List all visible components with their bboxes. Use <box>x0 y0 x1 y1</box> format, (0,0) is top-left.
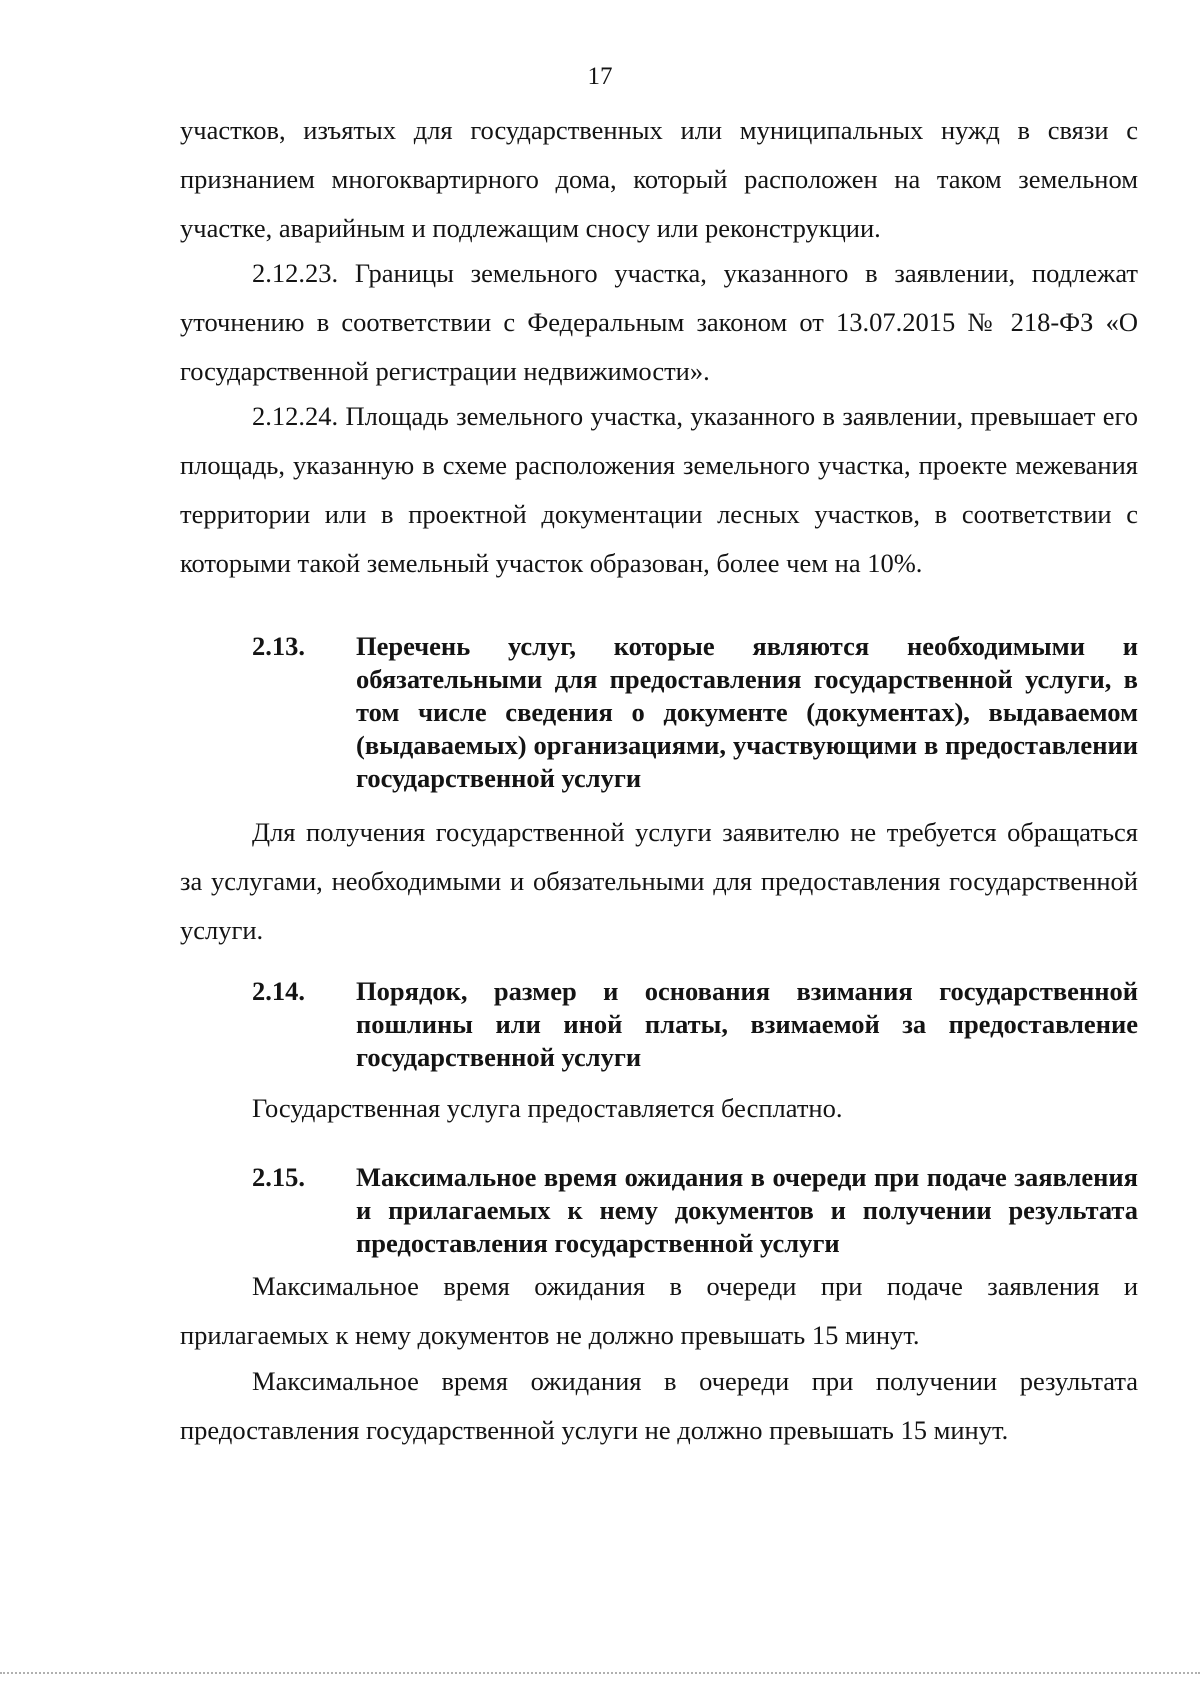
section-title: Перечень услуг, которые являются необходимыми и обязательными для предоставления государственной услуги, в том числе сведения о документе (документах), выдаваемом (выдаваемых) организациями, участвующими в предоставлении государственной услуги <box>356 631 1138 793</box>
paragraph-2-15-body-1 <box>180 1262 1138 1360</box>
section-heading-2-15 <box>252 1161 1138 1260</box>
paragraph-text: участков, изъятых для государственных или муниципальных нужд в связи с признанием многоквартирного дома, который расположен на таком земельном участке, аварийным и подлежащим сносу или реконструкции. <box>180 115 1138 243</box>
paragraph-2-15-body-2 <box>180 1357 1138 1455</box>
paragraph-2-12-23 <box>180 249 1138 396</box>
section-title: Порядок, размер и основания взимания государственной пошлины или иной платы, взимаемой за предоставление государственной услуги <box>356 976 1138 1072</box>
section-heading-2-14 <box>252 975 1138 1074</box>
paragraph-text: Государственная услуга предоставляется бесплатно. <box>252 1093 843 1123</box>
section-heading-2-13 <box>252 630 1138 795</box>
paragraph-continuation <box>180 106 1138 253</box>
section-number: 2.14. <box>252 976 305 1006</box>
paragraph-text: Максимальное время ожидания в очереди при получении результата предоставления государственной услуги не должно превышать 15 минут. <box>180 1366 1138 1445</box>
section-number: 2.13. <box>252 631 305 661</box>
section-title: Максимальное время ожидания в очереди при подаче заявления и прилагаемых к нему документов и получении результата предоставления государственной услуги <box>356 1162 1138 1258</box>
scan-edge-noise <box>0 1672 1200 1676</box>
paragraph-text: Для получения государственной услуги заявителю не требуется обращаться за услугами, необходимыми и обязательными для предоставления государственной услуги. <box>180 817 1138 945</box>
paragraph-2-12-24 <box>180 392 1138 588</box>
paragraph-2-13-body <box>180 808 1138 955</box>
paragraph-2-14-body <box>180 1084 1138 1133</box>
section-number: 2.15. <box>252 1162 305 1192</box>
page-number: 17 <box>587 63 613 90</box>
paragraph-text: 2.12.24. Площадь земельного участка, указанного в заявлении, превышает его площадь, указанную в схеме расположения земельного участка, проекте межевания территории или в проектной документации лесных участков, в соответствии с которыми такой земельный участок образован, более чем на 10%. <box>180 401 1138 578</box>
paragraph-text: 2.12.23. Границы земельного участка, указанного в заявлении, подлежат уточнению в соответствии с Федеральным законом от 13.07.2015 № 218-ФЗ «О государственной регистрации недвижимости». <box>180 258 1138 386</box>
paragraph-text: Максимальное время ожидания в очереди при подаче заявления и прилагаемых к нему документов не должно превышать 15 минут. <box>180 1271 1138 1350</box>
